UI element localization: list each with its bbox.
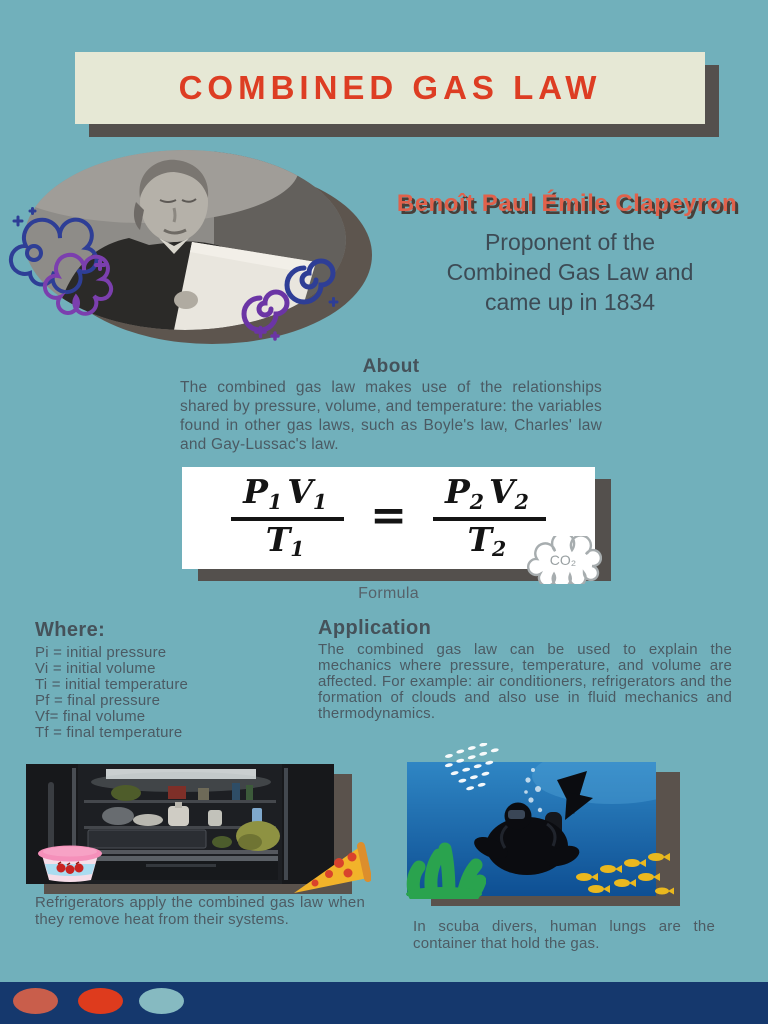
where-item: Tf = final temperature	[35, 724, 183, 741]
footer-bar	[0, 982, 768, 1024]
where-item: Pf = final pressure	[35, 692, 161, 709]
var-t1: T	[265, 519, 291, 559]
formula-left-numerator	[231, 472, 344, 520]
where-section	[35, 619, 305, 741]
title-banner	[75, 52, 705, 124]
swirl-doodle-icon	[238, 250, 342, 342]
formula-right-denominator	[467, 521, 511, 561]
formula-right-numerator	[433, 472, 546, 520]
var-p2: P	[444, 472, 470, 512]
application-section	[318, 617, 732, 722]
sub-v2: 2	[514, 490, 529, 515]
white-fish-school-icon	[438, 743, 510, 793]
coral-icon	[402, 837, 486, 899]
scientist-name: Benoît Paul Émile Clapeyron	[396, 190, 738, 217]
formula-left-denominator	[266, 521, 310, 561]
page-title: COMBINED GAS LAW	[178, 69, 602, 106]
var-v1: V	[287, 472, 313, 512]
var-p1: P	[243, 472, 268, 512]
strawberry-container-icon	[36, 844, 104, 884]
palette-dot-red	[78, 988, 123, 1014]
yellow-fish-school-icon	[566, 841, 674, 899]
palette-dot-salmon	[13, 988, 58, 1014]
subtitle-line: Proponent of the	[484, 229, 656, 255]
sub-p1: 1	[267, 490, 283, 515]
where-item: Pi = initial pressure	[35, 644, 167, 661]
sub-t1: 1	[290, 537, 305, 562]
equals-sign: =	[370, 489, 407, 541]
where-item: Ti = initial temperature	[35, 676, 189, 693]
formula-left-fraction	[231, 472, 344, 562]
palette-dot-teal	[139, 988, 184, 1014]
about-body: The combined gas law makes use of the relationships shared by pressure, volume, and temperature: the variables found in other gas laws, such as Boyle's law, Charles' law and Gay-Lussac's law.	[180, 379, 602, 453]
formula-caption: Formula	[358, 585, 419, 602]
where-heading: Where:	[35, 619, 106, 641]
where-item: Vf= final volume	[35, 708, 146, 725]
refrigerator-caption: Refrigerators apply the combined gas law when they remove heat from their systems.	[35, 894, 365, 928]
sub-p2: 2	[469, 490, 484, 515]
subtitle-line: Combined Gas Law and	[446, 259, 694, 285]
cloud-doodle-icon	[0, 193, 128, 321]
co2-label: CO₂	[549, 552, 577, 568]
subtitle-line: came up in 1834	[484, 289, 656, 315]
where-item: Vi = initial volume	[35, 660, 156, 677]
sub-v1: 1	[312, 490, 328, 515]
sub-t2: 2	[492, 537, 507, 562]
scuba-caption: In scuba divers, human lungs are the container that hold the gas.	[413, 918, 715, 952]
var-t2: T	[467, 519, 493, 559]
co2-cloud-icon	[524, 536, 602, 584]
application-heading: Application	[318, 617, 432, 639]
about-heading: About	[362, 356, 420, 377]
application-body: The combined gas law can be used to explain the mechanics where pressure, temperature, and volume are affected. For example: air conditioners, refrigerators and the formation of clouds and also use in fluid mechanics and thermodynamics.	[318, 641, 732, 722]
var-v2: V	[489, 472, 515, 512]
scientist-subtitle	[395, 227, 745, 317]
pizza-slice-icon	[291, 841, 371, 897]
